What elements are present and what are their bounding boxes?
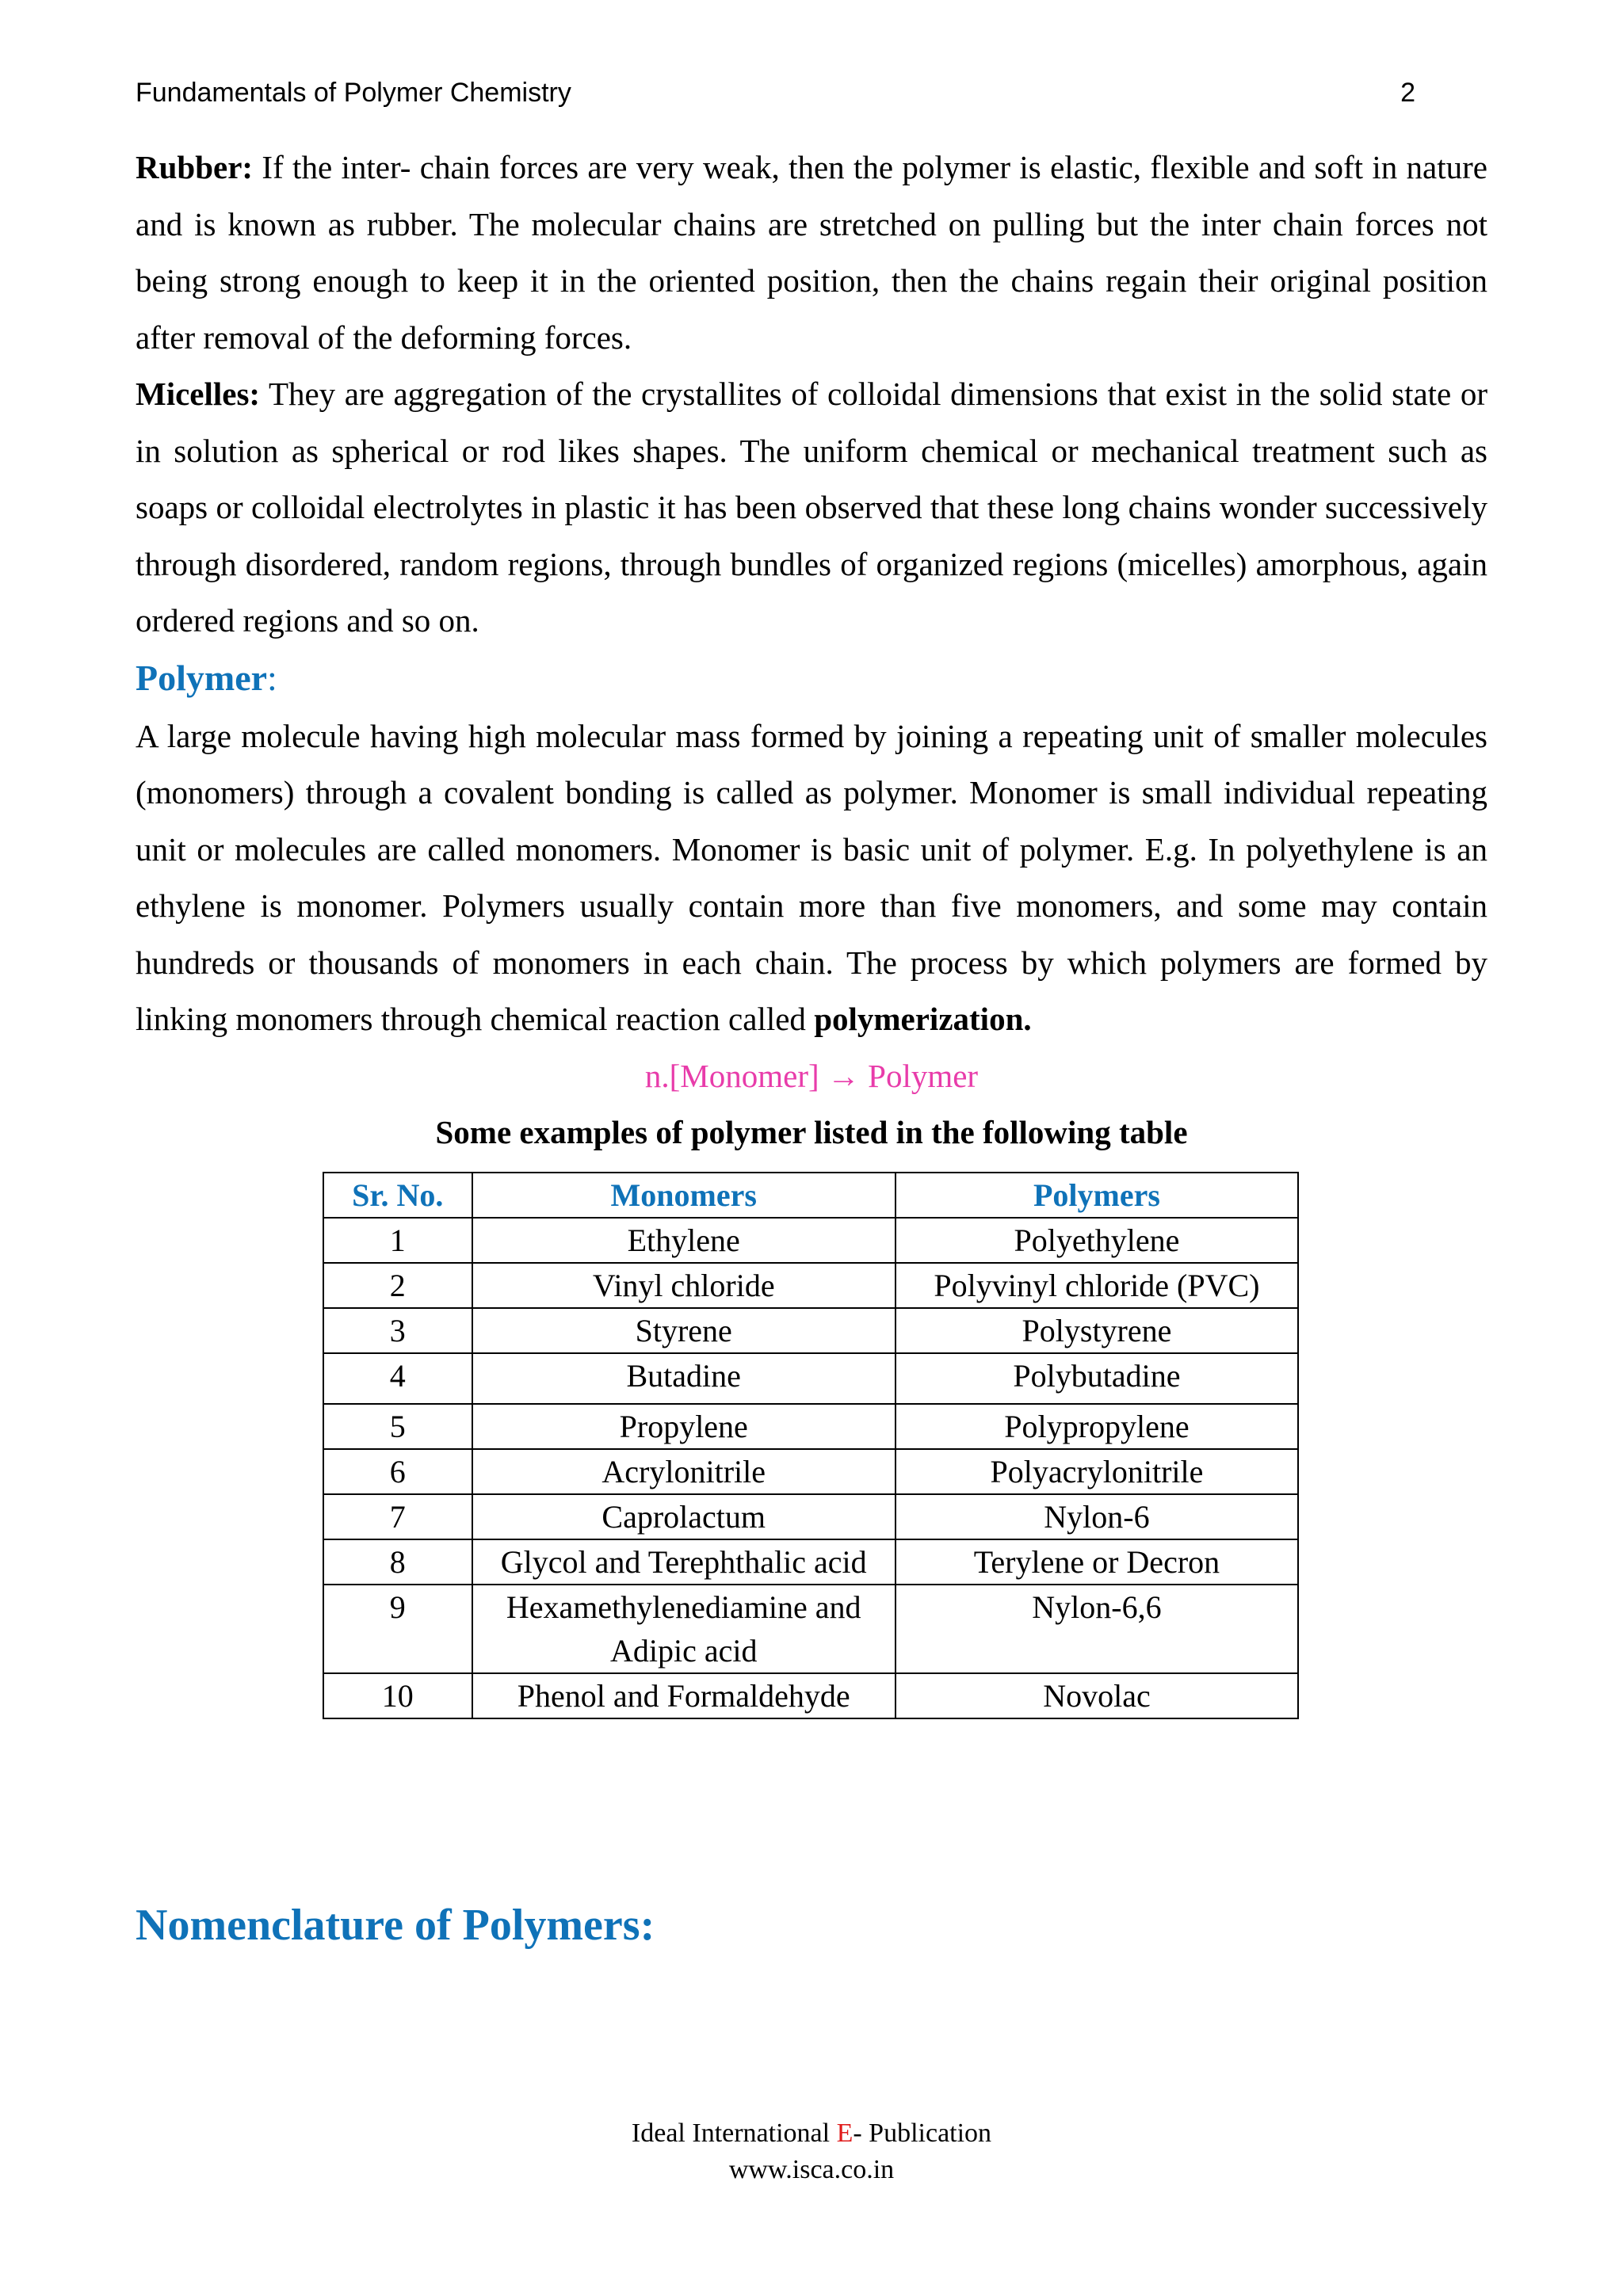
header-sr-no: Sr. No. bbox=[323, 1173, 472, 1218]
cell-polymer: Nylon-6,6 bbox=[896, 1585, 1298, 1673]
page-header bbox=[136, 78, 1415, 109]
cell-polymer: Polyacrylonitrile bbox=[896, 1449, 1298, 1494]
cell-polymer: Polybutadine bbox=[896, 1353, 1298, 1404]
polymer-text: A large molecule having high molecular mass formed by joining a repeating unit of smaller molecules (monomers) through a covalent bonding is called as polymer. Monomer is small individual repeating unit or molecules are called monomers. Monomer is basic unit of polymer. E.g. In polyethylene is an ethylene is monomer. Polymers usually contain more than five monomers, and some may contain hundreds or thousands of monomers in each chain. The process by which polymers are formed by linking monomers through chemical reaction called bbox=[136, 717, 1487, 1037]
publisher-line: Ideal International E- Publication bbox=[631, 2119, 992, 2148]
cell-monomer: Glycol and Terephthalic acid bbox=[472, 1539, 896, 1585]
cell-monomer: Hexamethylenediamine and Adipic acid bbox=[472, 1585, 896, 1673]
table-row bbox=[323, 1218, 1298, 1263]
cell-polymer: Polyvinyl chloride (PVC) bbox=[896, 1263, 1298, 1308]
polymer-paragraph bbox=[136, 708, 1487, 1048]
table-row bbox=[323, 1539, 1298, 1585]
cell-monomer: Styrene bbox=[472, 1308, 896, 1353]
table-row bbox=[323, 1263, 1298, 1308]
book-title: Fundamentals of Polymer Chemistry bbox=[136, 78, 571, 108]
cell-monomer: Caprolactum bbox=[472, 1494, 896, 1539]
cell-monomer: Propylene bbox=[472, 1404, 896, 1449]
cell-sr-no: 3 bbox=[323, 1308, 472, 1353]
page-content bbox=[136, 139, 1487, 1161]
cell-sr-no: 10 bbox=[323, 1673, 472, 1718]
cell-sr-no: 8 bbox=[323, 1539, 472, 1585]
table-row bbox=[323, 1449, 1298, 1494]
polymerization-equation: n.[Monomer] → Polymer bbox=[644, 1057, 979, 1094]
cell-sr-no: 1 bbox=[323, 1218, 472, 1263]
table-row bbox=[323, 1673, 1298, 1718]
polymer-examples-table bbox=[323, 1172, 1299, 1719]
polymerization-term: polymerization. bbox=[814, 1001, 1032, 1037]
cell-monomer: Vinyl chloride bbox=[472, 1263, 896, 1308]
cell-polymer: Terylene or Decron bbox=[896, 1539, 1298, 1585]
cell-polymer: Polystyrene bbox=[896, 1308, 1298, 1353]
table-row bbox=[323, 1404, 1298, 1449]
header-monomers: Monomers bbox=[472, 1173, 896, 1218]
cell-polymer: Polypropylene bbox=[896, 1404, 1298, 1449]
cell-monomer: Phenol and Formaldehyde bbox=[472, 1673, 896, 1718]
micelles-paragraph bbox=[136, 366, 1487, 650]
cell-sr-no: 4 bbox=[323, 1353, 472, 1404]
cell-monomer: Butadine bbox=[472, 1353, 896, 1404]
table-row bbox=[323, 1353, 1298, 1404]
cell-monomer: Acrylonitrile bbox=[472, 1449, 896, 1494]
cell-sr-no: 6 bbox=[323, 1449, 472, 1494]
cell-sr-no: 9 bbox=[323, 1585, 472, 1673]
cell-polymer: Novolac bbox=[896, 1673, 1298, 1718]
micelles-term: Micelles: bbox=[136, 376, 261, 412]
cell-polymer: Nylon-6 bbox=[896, 1494, 1298, 1539]
cell-sr-no: 7 bbox=[323, 1494, 472, 1539]
rubber-text: If the inter- chain forces are very weak, then the polymer is elastic, flexible and soft in nature and is known as rubber. The molecular chains are stretched on pulling but the inter chain forces not being strong enough to keep it in the oriented position, then the chains regain their original position after removal of the deforming forces. bbox=[136, 149, 1487, 356]
page-footer bbox=[0, 2115, 1623, 2188]
rubber-paragraph bbox=[136, 139, 1487, 366]
cell-sr-no: 2 bbox=[323, 1263, 472, 1308]
polymer-heading: Polymer: bbox=[136, 657, 277, 698]
cell-monomer: Ethylene bbox=[472, 1218, 896, 1263]
nomenclature-heading: Nomenclature of Polymers: bbox=[136, 1901, 655, 1950]
cell-sr-no: 5 bbox=[323, 1404, 472, 1449]
table-row bbox=[323, 1308, 1298, 1353]
header-polymers: Polymers bbox=[896, 1173, 1298, 1218]
micelles-text: They are aggregation of the crystallites of colloidal dimensions that exist in the solid state or in solution as spherical or rod likes shapes. The uniform chemical or mechanical treatment such as soaps or colloidal electrolytes in plastic it has been observed that these long chains wonder successively through disordered, random regions, through bundles of organized regions (micelles) amorphous, again ordered regions and so on. bbox=[136, 376, 1487, 639]
cell-polymer: Polyethylene bbox=[896, 1218, 1298, 1263]
table-row bbox=[323, 1494, 1298, 1539]
table-header-row bbox=[323, 1173, 1298, 1218]
table-caption: Some examples of polymer listed in the following table bbox=[435, 1114, 1188, 1150]
rubber-term: Rubber: bbox=[136, 149, 254, 185]
publisher-website: www.isca.co.in bbox=[728, 2155, 895, 2184]
page-number: 2 bbox=[1400, 78, 1415, 108]
table-row bbox=[323, 1585, 1298, 1673]
